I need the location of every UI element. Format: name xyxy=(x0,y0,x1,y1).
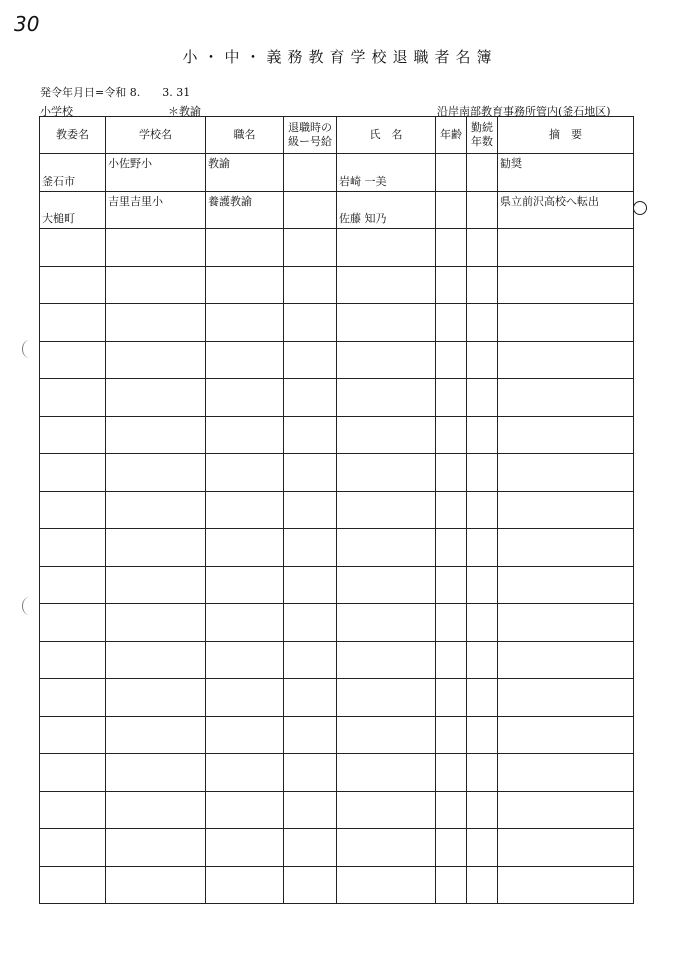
empty-cell xyxy=(284,604,337,642)
empty-cell xyxy=(337,454,436,492)
empty-cell xyxy=(337,229,436,267)
empty-cell xyxy=(284,866,337,904)
empty-cell xyxy=(467,266,498,304)
empty-cell xyxy=(40,604,106,642)
empty-cell xyxy=(106,829,206,867)
empty-table-row xyxy=(40,566,634,604)
empty-cell xyxy=(284,529,337,567)
empty-cell xyxy=(337,754,436,792)
empty-cell xyxy=(40,566,106,604)
empty-cell xyxy=(284,266,337,304)
empty-cell xyxy=(467,379,498,417)
table-row xyxy=(40,191,634,229)
empty-cell xyxy=(337,266,436,304)
empty-cell xyxy=(206,491,284,529)
position-note: ＊教諭 xyxy=(168,105,201,118)
empty-cell xyxy=(40,304,106,342)
empty-table-row xyxy=(40,416,634,454)
empty-cell xyxy=(40,529,106,567)
cell-position xyxy=(206,191,284,229)
cell-years xyxy=(467,154,498,192)
empty-cell xyxy=(40,716,106,754)
empty-cell xyxy=(206,866,284,904)
cell-grade xyxy=(284,154,337,192)
empty-cell xyxy=(467,566,498,604)
header-years-line1: 勤続 xyxy=(471,121,493,134)
header-remarks: 摘 要 xyxy=(498,117,634,154)
empty-cell xyxy=(206,529,284,567)
empty-cell xyxy=(206,229,284,267)
empty-cell xyxy=(40,641,106,679)
header-grade xyxy=(284,117,337,154)
empty-cell xyxy=(498,754,634,792)
empty-cell xyxy=(106,491,206,529)
cell-age xyxy=(436,154,467,192)
cell-name xyxy=(337,191,436,229)
cell-remarks xyxy=(498,154,634,192)
empty-table-row xyxy=(40,679,634,717)
cell-board xyxy=(40,191,106,229)
empty-table-row xyxy=(40,304,634,342)
empty-cell xyxy=(498,529,634,567)
empty-cell xyxy=(40,454,106,492)
retiree-table xyxy=(39,116,634,904)
person-name: 岩崎 一美 xyxy=(339,174,387,188)
empty-cell xyxy=(467,679,498,717)
empty-cell xyxy=(467,866,498,904)
empty-cell xyxy=(337,716,436,754)
empty-cell xyxy=(106,641,206,679)
empty-cell xyxy=(337,641,436,679)
empty-cell xyxy=(467,829,498,867)
empty-table-row xyxy=(40,791,634,829)
empty-cell xyxy=(337,791,436,829)
empty-cell xyxy=(106,229,206,267)
empty-cell xyxy=(284,229,337,267)
person-name: 佐藤 知乃 xyxy=(339,212,387,225)
empty-cell xyxy=(498,716,634,754)
empty-cell xyxy=(206,754,284,792)
cell-position xyxy=(206,154,284,192)
empty-cell xyxy=(284,341,337,379)
empty-cell xyxy=(206,679,284,717)
empty-cell xyxy=(40,791,106,829)
empty-table-row xyxy=(40,829,634,867)
empty-cell xyxy=(284,491,337,529)
empty-cell xyxy=(467,604,498,642)
punch-hole-mark xyxy=(22,597,37,615)
empty-cell xyxy=(436,266,467,304)
empty-cell xyxy=(498,604,634,642)
cell-name xyxy=(337,154,436,192)
header-years xyxy=(467,117,498,154)
empty-cell xyxy=(206,641,284,679)
empty-cell xyxy=(206,454,284,492)
empty-cell xyxy=(40,341,106,379)
empty-cell xyxy=(337,379,436,417)
school-name: 小佐野小 xyxy=(108,157,152,170)
empty-cell xyxy=(106,379,206,417)
empty-cell xyxy=(467,491,498,529)
empty-cell xyxy=(498,304,634,342)
empty-cell xyxy=(436,641,467,679)
empty-cell xyxy=(40,266,106,304)
empty-cell xyxy=(337,604,436,642)
table-row xyxy=(40,154,634,192)
empty-cell xyxy=(284,379,337,417)
empty-cell xyxy=(337,304,436,342)
empty-cell xyxy=(436,754,467,792)
document-title: 小・中・義務教育学校退職者名簿 xyxy=(182,48,498,66)
empty-cell xyxy=(206,416,284,454)
empty-cell xyxy=(498,829,634,867)
empty-cell xyxy=(106,754,206,792)
empty-cell xyxy=(337,679,436,717)
empty-cell xyxy=(498,416,634,454)
empty-table-row xyxy=(40,266,634,304)
empty-cell xyxy=(498,454,634,492)
empty-table-row xyxy=(40,641,634,679)
empty-table-row xyxy=(40,866,634,904)
empty-cell xyxy=(40,229,106,267)
school-name: 吉里吉里小 xyxy=(108,194,163,208)
empty-cell xyxy=(337,829,436,867)
empty-cell xyxy=(206,341,284,379)
empty-cell xyxy=(436,304,467,342)
empty-cell xyxy=(206,566,284,604)
empty-cell xyxy=(337,491,436,529)
empty-table-row xyxy=(40,229,634,267)
empty-cell xyxy=(436,604,467,642)
circle-mark xyxy=(633,201,647,215)
empty-cell xyxy=(436,229,467,267)
empty-cell xyxy=(106,604,206,642)
empty-cell xyxy=(467,341,498,379)
board-name: 釜石市 xyxy=(42,174,75,188)
empty-cell xyxy=(40,416,106,454)
cell-school xyxy=(106,154,206,192)
school-type: 小学校 xyxy=(40,105,73,118)
empty-cell xyxy=(206,604,284,642)
empty-cell xyxy=(40,491,106,529)
cell-years xyxy=(467,191,498,229)
header-position: 職名 xyxy=(206,117,284,154)
empty-cell xyxy=(436,416,467,454)
issue-date: 発令年月日=令和 8. 3. 31 xyxy=(40,86,191,99)
cell-grade xyxy=(284,191,337,229)
empty-cell xyxy=(106,266,206,304)
header-years-line2: 年数 xyxy=(471,135,493,148)
empty-cell xyxy=(206,716,284,754)
empty-cell xyxy=(40,866,106,904)
empty-cell xyxy=(284,416,337,454)
empty-cell xyxy=(467,716,498,754)
empty-cell xyxy=(106,566,206,604)
empty-cell xyxy=(498,791,634,829)
empty-table-row xyxy=(40,529,634,567)
remarks-text: 勧奨 xyxy=(500,157,522,170)
empty-cell xyxy=(337,529,436,567)
empty-cell xyxy=(498,679,634,717)
position-name: 教諭 xyxy=(208,157,230,170)
position-name: 養護教諭 xyxy=(208,194,252,208)
empty-cell xyxy=(436,491,467,529)
empty-cell xyxy=(106,791,206,829)
empty-cell xyxy=(40,754,106,792)
empty-cell xyxy=(498,491,634,529)
empty-cell xyxy=(498,566,634,604)
empty-cell xyxy=(106,304,206,342)
empty-cell xyxy=(284,679,337,717)
empty-cell xyxy=(467,754,498,792)
empty-table-row xyxy=(40,754,634,792)
empty-cell xyxy=(467,416,498,454)
empty-cell xyxy=(436,866,467,904)
empty-cell xyxy=(206,266,284,304)
header-grade-line1: 退職時の xyxy=(288,121,332,134)
empty-cell xyxy=(498,229,634,267)
empty-cell xyxy=(106,529,206,567)
empty-cell xyxy=(436,379,467,417)
empty-cell xyxy=(106,416,206,454)
empty-table-row xyxy=(40,716,634,754)
empty-table-row xyxy=(40,341,634,379)
empty-cell xyxy=(498,341,634,379)
cell-board xyxy=(40,154,106,192)
empty-table-row xyxy=(40,454,634,492)
empty-cell xyxy=(498,641,634,679)
empty-cell xyxy=(467,529,498,567)
remarks-text: 県立前沢高校へ転出 xyxy=(500,194,599,208)
empty-cell xyxy=(467,454,498,492)
empty-cell xyxy=(337,341,436,379)
board-name: 大槌町 xyxy=(42,212,75,225)
empty-cell xyxy=(106,716,206,754)
empty-cell xyxy=(40,679,106,717)
empty-table-row xyxy=(40,491,634,529)
header-school: 学校名 xyxy=(106,117,206,154)
empty-cell xyxy=(337,566,436,604)
empty-cell xyxy=(436,529,467,567)
empty-table-row xyxy=(40,604,634,642)
empty-table-row xyxy=(40,379,634,417)
empty-cell xyxy=(284,641,337,679)
empty-cell xyxy=(284,754,337,792)
empty-cell xyxy=(467,791,498,829)
empty-cell xyxy=(467,229,498,267)
empty-cell xyxy=(436,829,467,867)
office-name: 沿岸南部教育事務所管内(釜石地区) xyxy=(437,105,611,118)
empty-cell xyxy=(106,866,206,904)
table-header-row xyxy=(40,117,634,154)
cell-school xyxy=(106,191,206,229)
empty-cell xyxy=(206,791,284,829)
empty-cell xyxy=(106,454,206,492)
empty-cell xyxy=(106,341,206,379)
empty-cell xyxy=(337,866,436,904)
empty-cell xyxy=(284,791,337,829)
empty-cell xyxy=(498,379,634,417)
empty-cell xyxy=(40,379,106,417)
empty-cell xyxy=(284,454,337,492)
cell-remarks xyxy=(498,191,634,229)
empty-cell xyxy=(436,566,467,604)
cell-age xyxy=(436,191,467,229)
header-grade-line2: 級ー号給 xyxy=(288,135,332,148)
empty-cell xyxy=(206,379,284,417)
header-name: 氏 名 xyxy=(337,117,436,154)
empty-cell xyxy=(436,454,467,492)
empty-cell xyxy=(284,304,337,342)
header-age: 年齢 xyxy=(436,117,467,154)
empty-cell xyxy=(436,341,467,379)
empty-cell xyxy=(106,679,206,717)
page-number: 30 xyxy=(14,12,40,36)
empty-cell xyxy=(40,829,106,867)
empty-cell xyxy=(436,679,467,717)
empty-cell xyxy=(284,716,337,754)
empty-cell xyxy=(206,829,284,867)
empty-cell xyxy=(284,566,337,604)
empty-cell xyxy=(498,866,634,904)
empty-cell xyxy=(467,641,498,679)
empty-cell xyxy=(436,791,467,829)
empty-cell xyxy=(498,266,634,304)
header-board: 教委名 xyxy=(40,117,106,154)
empty-cell xyxy=(436,716,467,754)
empty-cell xyxy=(284,829,337,867)
empty-cell xyxy=(337,416,436,454)
punch-hole-mark xyxy=(22,340,37,358)
empty-cell xyxy=(206,304,284,342)
empty-cell xyxy=(467,304,498,342)
